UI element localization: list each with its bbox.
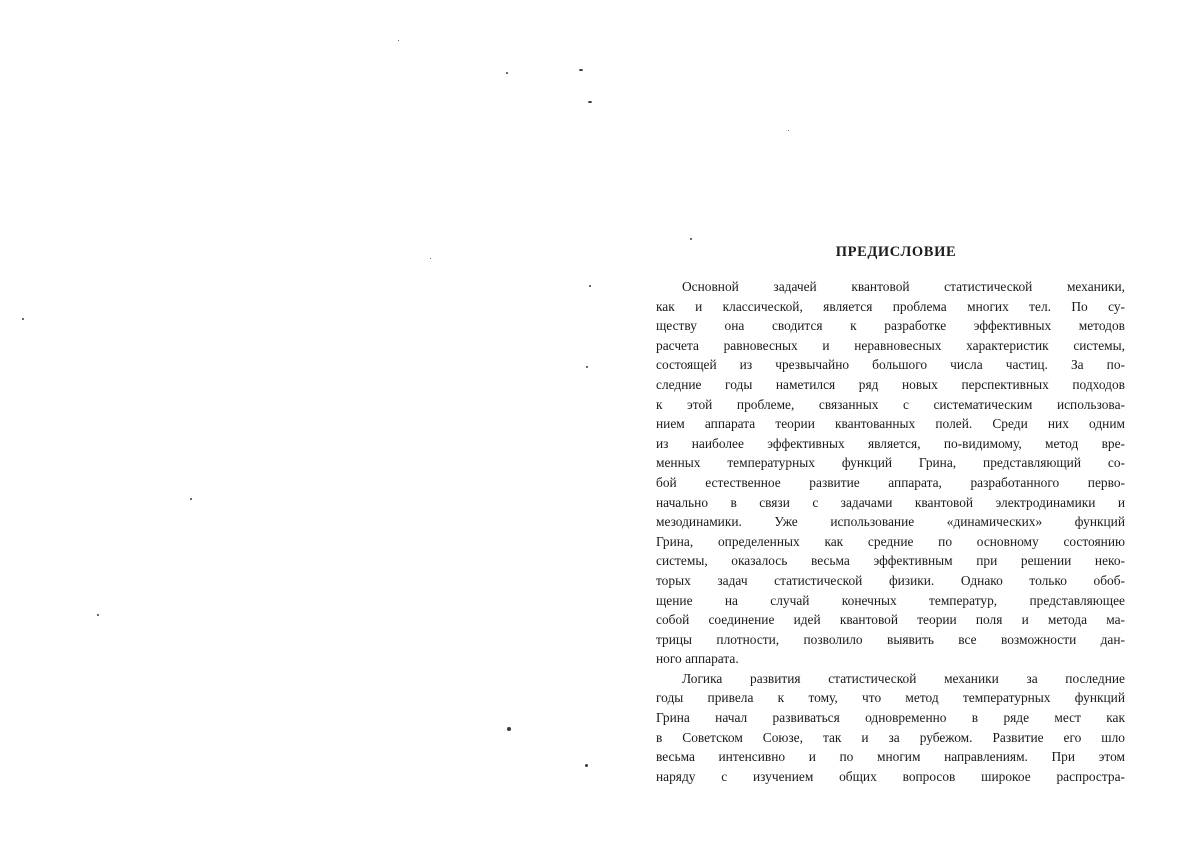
scan-speck [788, 130, 789, 131]
scan-speck [430, 258, 431, 259]
text-line: из наиболее эффективных является, по-видимому, метод вре- [656, 435, 1125, 451]
scan-speck [586, 366, 588, 368]
scan-speck [97, 614, 99, 616]
preface-body [656, 277, 1125, 786]
text-line: нием аппарата теории квантованных полей. Среди них одним [656, 416, 1125, 432]
paragraph-1 [656, 277, 1125, 669]
text-line: бой естественное развитие аппарата, разработанного перво- [656, 474, 1125, 490]
scan-speck [506, 72, 508, 74]
scan-speck [585, 764, 588, 767]
page-title: ПРЕДИСЛОВИЕ [835, 244, 957, 260]
text-line: начально в связи с задачами квантовой электродинамики и [656, 494, 1125, 510]
text-line: Основной задачей квантовой статистической механики, [682, 279, 1125, 294]
scan-speck [22, 318, 24, 320]
text-line: ного аппарата. [656, 651, 739, 667]
scan-speck [589, 285, 591, 287]
text-line: щение на случай конечных температур, представляющее [656, 592, 1125, 608]
text-line: весьма интенсивно и по многим направлениям. При этом [656, 749, 1125, 765]
text-line: торых задач статистической физики. Однако только обоб- [656, 572, 1125, 588]
scan-speck [398, 40, 399, 41]
text-line: Логика развития статистической механики за последние [682, 670, 1125, 686]
text-line: состоящей из чрезвычайно большого числа частиц. За по- [656, 357, 1125, 373]
scan-speck [588, 101, 592, 103]
text-line: следние годы наметился ряд новых перспективных подходов [656, 376, 1125, 392]
text-line: Грина, определенных как средние по основному состоянию [656, 533, 1125, 549]
text-line: ществу она сводится к разработке эффективных методов [656, 318, 1125, 334]
text-line: как и классической, является проблема многих тел. По су- [656, 298, 1125, 314]
text-line: в Советском Союзе, так и за рубежом. Развитие его шло [656, 729, 1125, 745]
text-line: трицы плотности, позволило выявить все возможности дан- [656, 631, 1125, 647]
scan-speck [579, 69, 583, 71]
scan-speck [190, 498, 192, 500]
text-line: наряду с изучением общих вопросов широкое распростра- [656, 768, 1125, 784]
text-line: менных температурных функций Грина, представляющий со- [656, 455, 1125, 471]
text-line: собой соединение идей квантовой теории поля и метода ма- [656, 612, 1125, 628]
text-line: к этой проблеме, связанных с систематическим использова- [656, 396, 1125, 412]
scan-speck [690, 238, 692, 240]
scan-speck [507, 727, 511, 731]
right-page-preface [600, 0, 1200, 848]
text-line: годы привела к тому, что метод температурных функций [656, 690, 1125, 706]
text-line: расчета равновесных и неравновесных характеристик системы, [656, 337, 1125, 353]
text-line: системы, оказалось весьма эффективным при решении неко- [656, 553, 1125, 569]
paragraph-2 [656, 669, 1125, 787]
text-line: Грина начал развиваться одновременно в ряде мест как [656, 710, 1125, 726]
text-line: мезодинамики. Уже использование «динамических» функций [656, 514, 1125, 530]
